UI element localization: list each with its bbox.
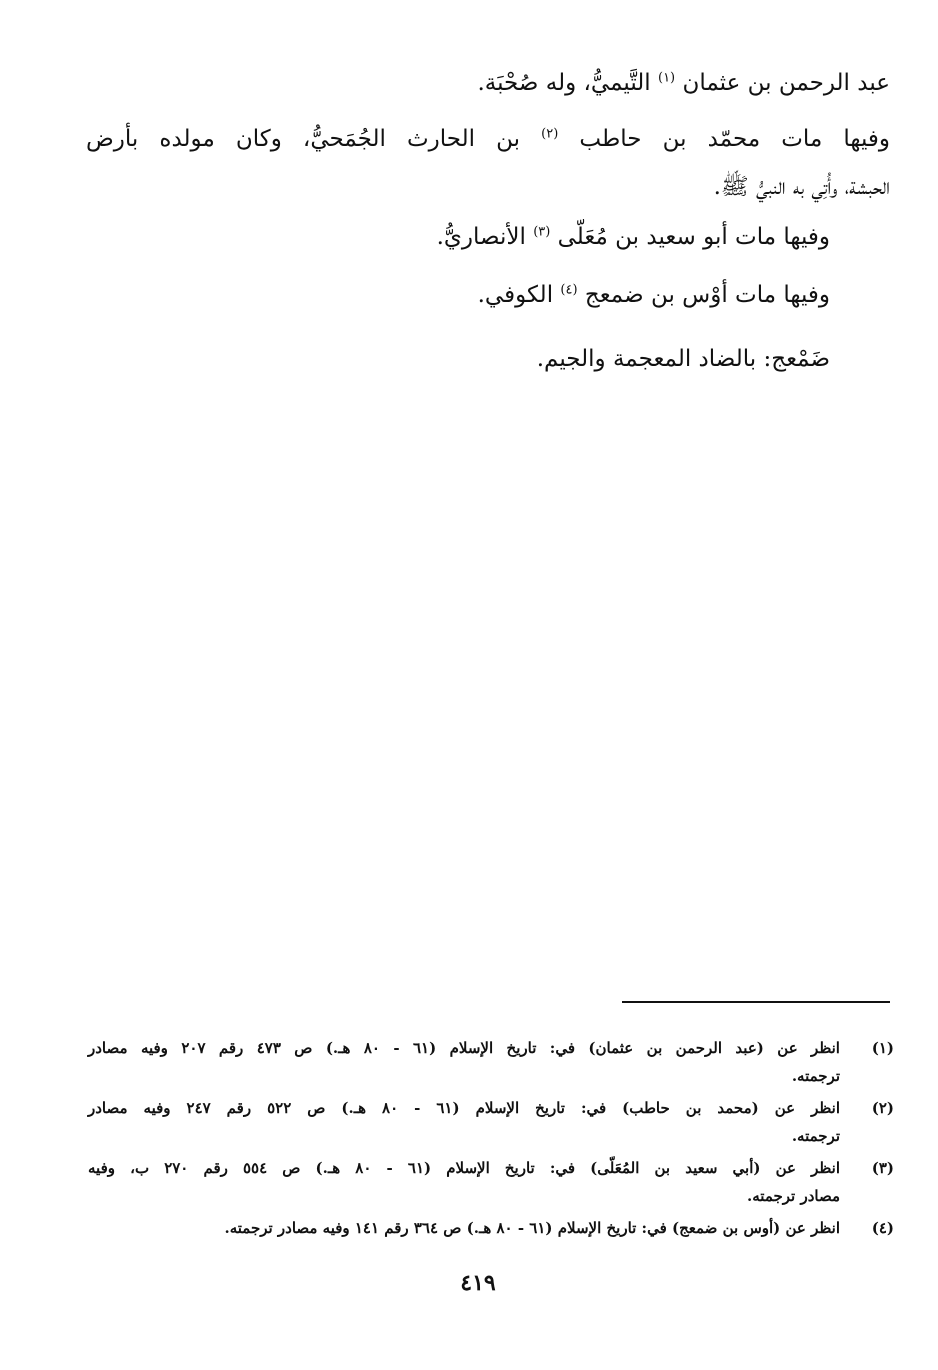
footnote-line: انظر عن (محمد بن حاطب) في: تاريخ الإسلام (٦١ - ٨٠ هـ.) ص ٥٢٢ رقم ٢٤٧ وفيه مصادر: [88, 1099, 841, 1117]
body-text: الأنصاريُّ.: [436, 224, 526, 250]
footnote-ref-4[interactable]: (٤): [560, 282, 578, 298]
footnote-line: ترجمته.: [791, 1127, 840, 1145]
footnote-ref-2[interactable]: (٢): [541, 126, 559, 142]
footnote-ref-1[interactable]: (١): [657, 70, 676, 86]
body-text: الكوفي.: [477, 282, 554, 308]
footnote-number: (٤): [871, 1219, 894, 1237]
footnote-number: (١): [871, 1039, 894, 1057]
body-text: التَّيميُّ، وله صُحْبَة.: [477, 70, 651, 96]
body-line-3: [714, 172, 890, 206]
footnote-line: انظر عن (أوس بن ضمعج) في: تاريخ الإسلام (٦١ - ٨٠ هـ.) ص ٣٦٤ رقم ١٤١ وفيه مصادر ترجمته.: [224, 1219, 840, 1237]
body-line-5: [478, 282, 830, 308]
page-number: ٤١٩: [460, 1270, 496, 1296]
footnote-line: انظر عن (عبد الرحمن بن عثمان) في: تاريخ الإسلام (٦١ - ٨٠ هـ.) ص ٤٧٣ رقم ٢٠٧ وفيه مصادر: [88, 1039, 840, 1057]
body-line-1: [477, 70, 890, 96]
footnote-text: [88, 1094, 840, 1150]
body-text: وفيها مات أوْس بن ضمعج: [584, 282, 830, 308]
body-text: بن الحارث الجُمَحيُّ، وكان مولده بأرض: [86, 126, 521, 152]
footnote-line: مصادر ترجمته.: [747, 1187, 840, 1205]
body-text: ضَمْعج: بالضاد المعجمة والجيم.: [536, 346, 830, 372]
footnote-line: انظر عن (أبي سعيد بن المُعَلّى) في: تاريخ الإسلام (٦١ - ٨٠ هـ.) ص ٥٥٤ رقم ٢٧٠ ب، وفيه: [88, 1159, 841, 1177]
footnote-number: (٣): [871, 1159, 894, 1177]
footnote-ref-3[interactable]: (٣): [533, 224, 551, 240]
body-line-4: [437, 224, 830, 250]
footnote-text: [88, 1154, 840, 1210]
body-line-2: [86, 126, 890, 152]
footnote-line: ترجمته.: [791, 1067, 840, 1085]
footnote-separator: [622, 1001, 890, 1003]
body-line-6: [537, 346, 830, 372]
body-text: عبد الرحمن بن عثمان: [682, 70, 890, 96]
body-text: وفيها مات أبو سعيد بن مُعَلّى: [557, 224, 830, 250]
footnote-number: (٢): [871, 1099, 894, 1117]
body-text: الحبشة، وأُتِي به النبيُّ ﷺ.: [713, 174, 890, 200]
footnote-text: [88, 1214, 840, 1242]
body-text: وفيها مات محمّد بن حاطب: [579, 126, 891, 152]
footnote-text: [88, 1034, 840, 1090]
